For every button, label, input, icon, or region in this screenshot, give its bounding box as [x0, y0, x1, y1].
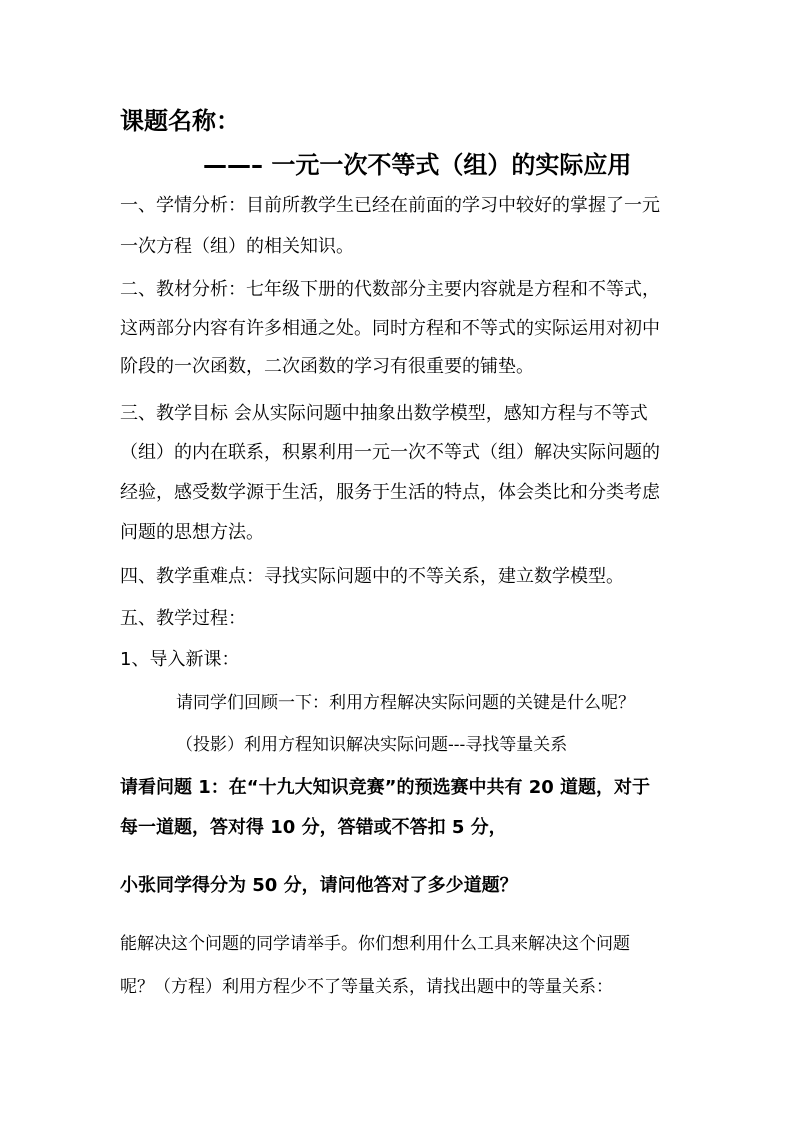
- lesson-subtitle: ——– 一元一次不等式（组）的实际应用: [203, 151, 632, 179]
- section5-process-heading: 五、教学过程：: [120, 608, 246, 629]
- closing-line1: 能解决这个问题的同学请举手。你们想利用什么工具来解决这个问题: [120, 934, 630, 954]
- section2-line3: 阶段的一次函数，二次函数的学习有很重要的铺垫。: [120, 356, 534, 377]
- section1-line2: 一次方程（组）的相关知识。: [120, 236, 354, 257]
- section1-line1: 一、学情分析：目前所教学生已经在前面的学习中较好的掌握了一元: [120, 195, 660, 216]
- problem1-line3: 小张同学得分为 50 分，请问他答对了多少道题？: [120, 875, 518, 896]
- prompt-review-question: 请同学们回顾一下：利用方程解决实际问题的关键是什么呢？: [176, 693, 635, 713]
- section3-line3: 经验，感受数学源于生活，服务于生活的特点，体会类比和分类考虑: [120, 482, 660, 503]
- closing-line2: 呢？（方程）利用方程少不了等量关系，请找出题中的等量关系：: [120, 977, 613, 997]
- section3-line1: 三、教学目标 会从实际问题中抽象出数学模型，感知方程与不等式: [120, 403, 648, 424]
- step1-intro: 1、导入新课：: [120, 649, 240, 670]
- section2-line2: 这两部分内容有许多相通之处。同时方程和不等式的实际运用对初中: [120, 318, 660, 339]
- section4-key-difficulties: 四、教学重难点：寻找实际问题中的不等关系，建立数学模型。: [120, 566, 624, 587]
- section3-line4: 问题的思想方法。: [120, 522, 264, 543]
- section2-line1: 二、教材分析：七年级下册的代数部分主要内容就是方程和不等式，: [120, 279, 660, 300]
- title-label: 课题名称：: [120, 107, 240, 135]
- problem1-line1: 请看问题 1：在“十九大知识竞赛”的预选赛中共有 20 道题，对于: [120, 777, 651, 798]
- prompt-projection-note: （投影）利用方程知识解决实际问题---寻找等量关系: [176, 735, 568, 755]
- problem1-line2: 每一道题，答对得 10 分，答错或不答扣 5 分，: [120, 817, 507, 838]
- section3-line2: （组）的内在联系，积累利用一元一次不等式（组）解决实际问题的: [120, 442, 660, 463]
